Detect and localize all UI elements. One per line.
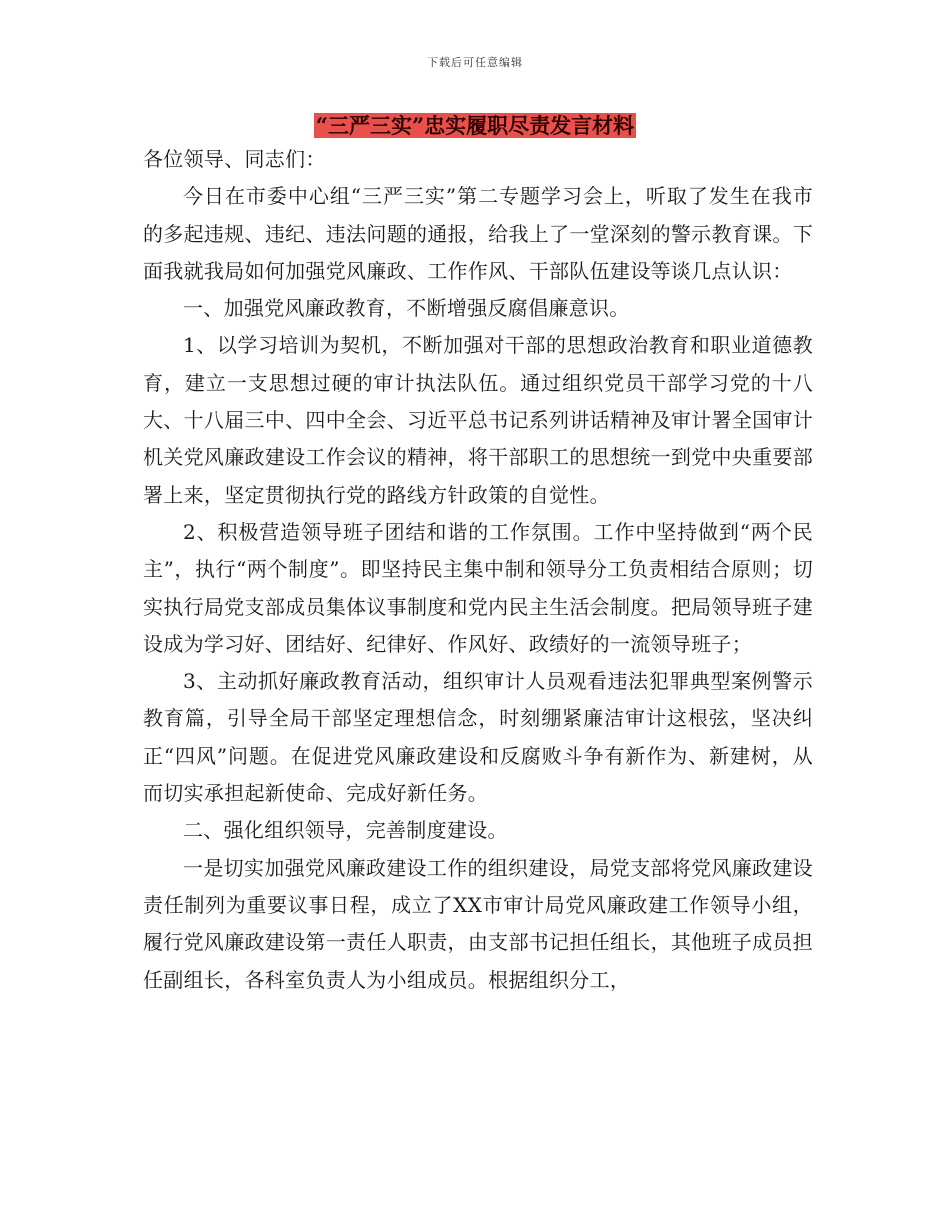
paragraph-point-1: 1、以学习培训为契机，不断加强对干部的思想政治教育和职业道德教育，建立一支思想过硬的审计执法队伍。通过组织党员干部学习党的十八大、十八届三中、四中全会、习近平总书记系列讲话精神及审计署全国审计机关党风廉政建设工作会议的精神，将干部职工的思想统一到党中央重要部署上来，坚定贯彻执行党的路线方针政策的自觉性。 — [143, 333, 813, 507]
section-heading-1: 一、加强党风廉政教育，不断增强反腐倡廉意识。 — [183, 296, 630, 321]
paragraph-organization: 一是切实加强党风廉政建设工作的组织建设，局党支部将党风廉政建设责任制列为重要议事日程，成立了XX市审计局党风廉政建工作领导小组，履行党风廉政建设第一责任人职责，由支部书记担任组长，其他班子成员担任副组长，各科室负责人为小组成员。根据组织分工， — [143, 855, 813, 992]
paragraph-point-3: 3、主动抓好廉政教育活动，组织审计人员观看违法犯罪典型案例警示教育篇，引导全局干部坚定理想信念，时刻绷紧廉洁审计这根弦，坚决纠正“四风”问题。在促进党风廉政建设和反腐败斗争有新作为、新建树，从而切实承担起新使命、完成好新任务。 — [143, 669, 813, 806]
document-body — [143, 141, 813, 999]
section-heading-2: 二、强化组织领导，完善制度建设。 — [183, 818, 508, 843]
paragraph-intro: 今日在市委中心组“三严三实”第二专题学习会上，听取了发生在我市的多起违规、违纪、违法问题的通报，给我上了一堂深刻的警示教育课。下面我就我局如何加强党风廉政、工作作风、干部队伍建设等谈几点认识： — [143, 184, 813, 283]
document-title-text: “三严三实”忠实履职尽责发言材料 — [315, 113, 635, 138]
document-title — [0, 111, 950, 141]
salutation: 各位领导、同志们： — [143, 147, 326, 171]
page-header-note: 下载后可任意编辑 — [427, 56, 523, 69]
paragraph-point-2: 2、积极营造领导班子团结和谐的工作氛围。工作中坚持做到“两个民主”，执行“两个制度”。即坚持民主集中制和领导分工负责相结合原则；切实执行局党支部成员集体议事制度和党内民主生活会制度。把局领导班子建设成为学习好、团结好、纪律好、作风好、政绩好的一流领导班子； — [143, 519, 813, 656]
